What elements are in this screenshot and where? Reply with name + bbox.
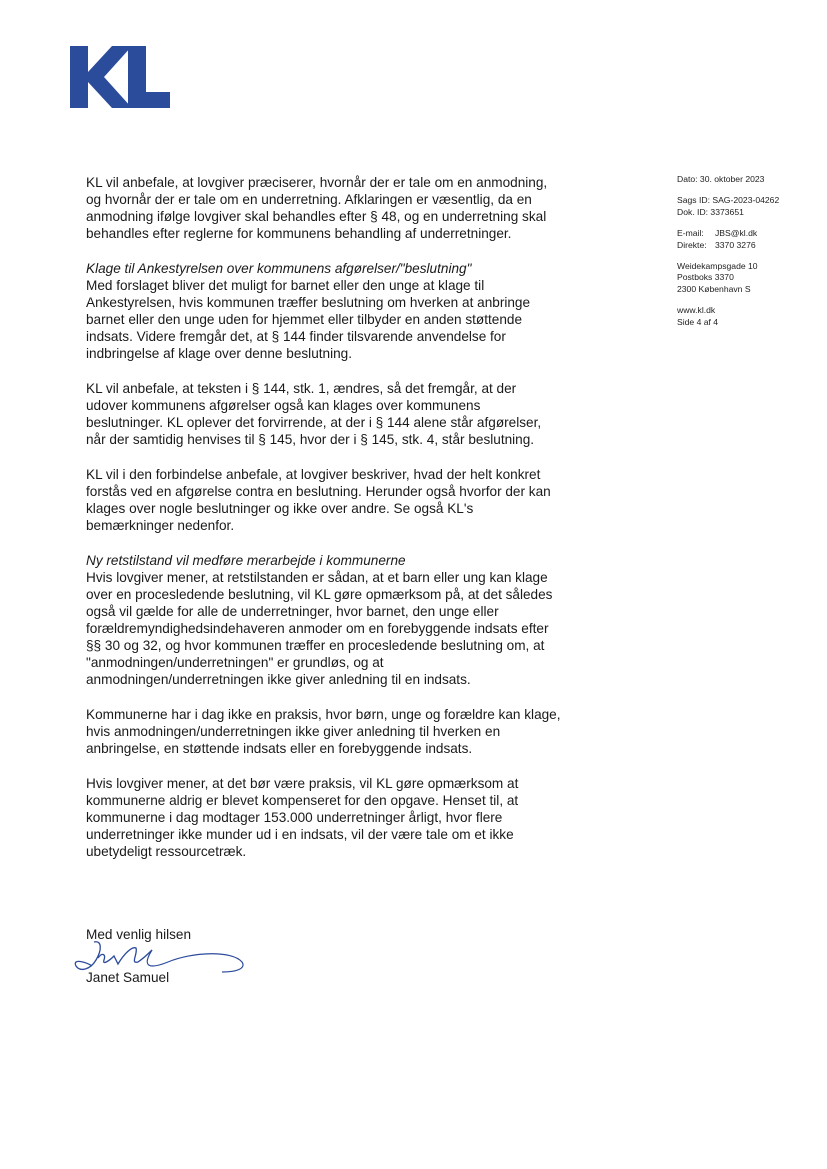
paragraph-7: Hvis lovgiver mener, at det bør være praksis, vil KL gøre opmærksom at kommunerne aldrig er blevet kompenseret for den opgave. Henset til, at kommunerne i dag modtager 153.000 underretninger årligt, hvor flere underretninger ikke munder ud i en indsats, vil der være tale om et ikke ubetydeligt ressourcetræk. — [86, 776, 519, 859]
email-row — [677, 228, 817, 239]
id-group — [677, 195, 817, 218]
kl-logo — [70, 46, 170, 108]
sags-id: Sags ID: SAG-2023-04262 — [677, 195, 780, 206]
address-group — [677, 261, 817, 295]
web-group — [677, 305, 817, 328]
signer-name: Janet Samuel — [86, 970, 170, 985]
web-link: www.kl.dk — [677, 305, 716, 316]
date-group — [677, 174, 817, 185]
paragraph-3: KL vil anbefale, at teksten i § 144, stk. 1, ændres, så det fremgår, at der udover kommunens afgørelser også kan klages over kommunens beslutninger. KL oplever det forvirrende, at der i § 144 alene står afgørelser, når der samtidig henvises til § 145, hvor der i § 145, stk. 4, står beslutning. — [86, 381, 542, 447]
email-label: E-mail: — [677, 228, 704, 239]
paragraph-2: Med forslaget bliver det muligt for barnet eller den unge at klage til Ankestyrelsen, hvis kommunen træffer beslutning om hverken at anbringe barnet eller den unge uden for hjemmet eller tilbyder en anden støttende indsats. Videre fremgår det, at § 144 finder tilsvarende anvendelse for indbringelse af klage over denne beslutning. — [86, 278, 531, 361]
address-line-2: Postboks 3370 — [677, 272, 734, 283]
direkte-value: 3370 3276 — [715, 239, 756, 250]
address-line-3: 2300 København S — [677, 283, 751, 294]
closing-greeting: Med venlig hilsen — [86, 927, 192, 942]
paragraph-1: KL vil anbefale, at lovgiver præciserer, hvornår der er tale om en anmodning, og hvornår der er tale om en underretning. Afklaringen er væsentlig, da en anmodning ifølge lovgiver skal behandles efter § 48, og en underretning skal behandles efter reglerne for kommunens behandling af underretninger. — [86, 175, 548, 241]
paragraph-6: Kommunerne har i dag ikke en praksis, hvor børn, unge og forældre kan klage, hvis anmodningen/underretningen ikke giver anledning til hverken en anbringelse, en støttende indsats eller en forebyggende indsats. — [86, 707, 561, 756]
heading-klage: Klage til Ankestyrelsen over kommunens afgørelser/"beslutning" — [86, 261, 472, 276]
section-klage — [86, 260, 561, 362]
date-line: Dato: 30. oktober 2023 — [677, 174, 765, 184]
letter-body — [86, 174, 561, 878]
contact-group — [677, 228, 817, 251]
direkte-label: Direkte: — [677, 239, 707, 250]
dok-id: Dok. ID: 3373651 — [677, 206, 744, 217]
direkte-row — [677, 240, 817, 251]
sidebar-info — [677, 174, 817, 338]
signature-image — [72, 936, 248, 984]
paragraph-5: Hvis lovgiver mener, at retstilstanden er sådan, at et barn eller ung kan klage over en procesledende beslutning, vil KL gøre opmærksom på, at det således også vil gælde for alle de underretninger, hvor barnet, den unge eller forældremyndighedsindehaveren anmoder om en forebyggende indsats efter §§ 30 og 32, og hvor kommunen træffer en procesledende beslutning om, at "anmodningen/underretningen" er grundløs, og at anmodningen/underretningen ikke giver anledning til en indsats. — [86, 570, 553, 687]
paragraph-4: KL vil i den forbindelse anbefale, at lovgiver beskriver, hvad der helt konkret forstås ved en afgørelse contra en beslutning. Herunder også hvorfor der kan klages over nogle beslutninger og ikke over andre. Se også KL's bemærkninger nedenfor. — [86, 467, 551, 533]
page-number: Side 4 af 4 — [677, 316, 719, 327]
email-value: JBS@kl.dk — [715, 228, 758, 239]
address-line-1: Weidekampsgade 10 — [677, 261, 758, 272]
section-retstilstand — [86, 552, 561, 688]
heading-retstilstand: Ny retstilstand vil medføre merarbejde i kommunerne — [86, 553, 406, 568]
